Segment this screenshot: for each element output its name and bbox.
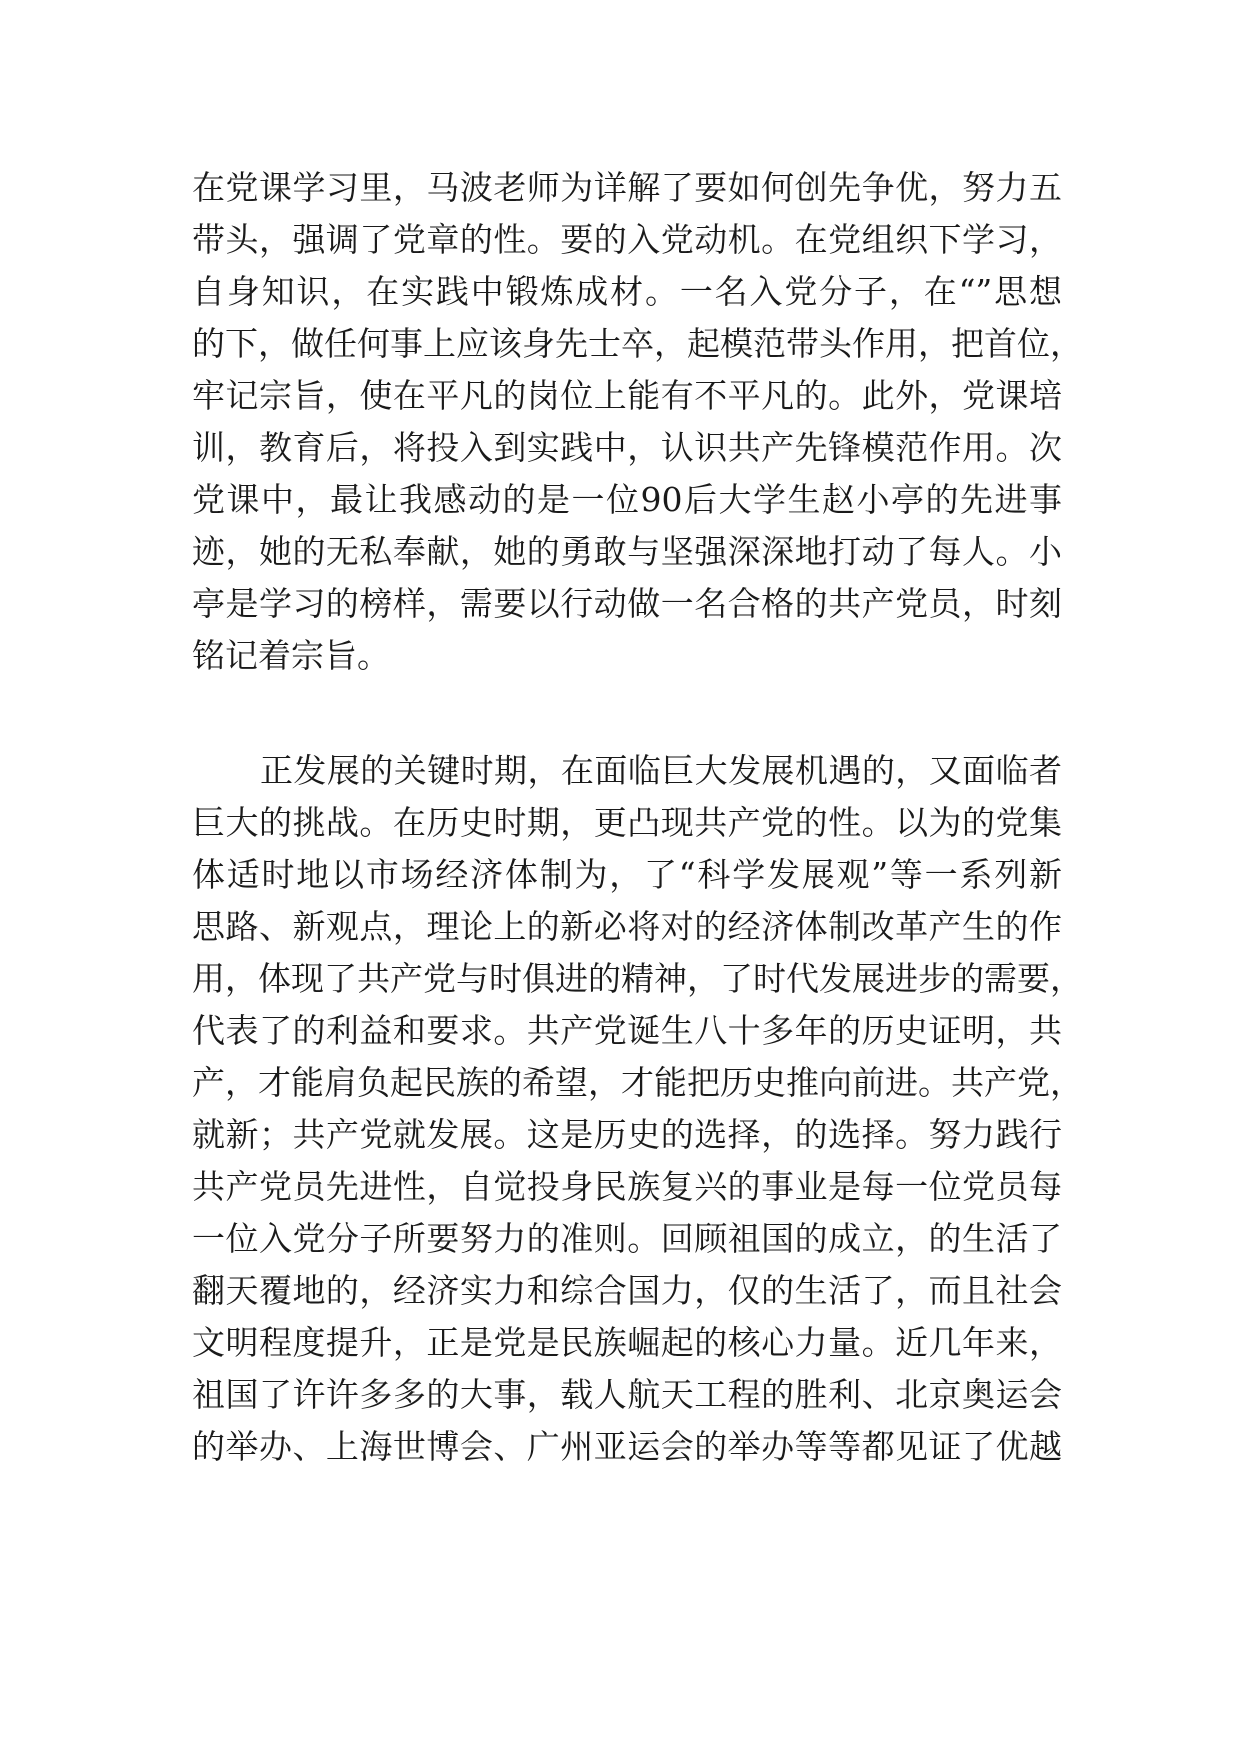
- text-line: 在党课学习里，马波老师为详解了要如何创先争优，努力五: [192, 168, 1062, 207]
- text-line: 体适时地以市场经济体制为，了“科学发展观”等一系列新: [192, 855, 1062, 894]
- text-line: 代表了的利益和要求。共产党诞生八十多年的历史证明，共: [192, 1011, 1062, 1050]
- text-line: 巨大的挑战。在历史时期，更凸现共产党的性。以为的党集: [192, 803, 1062, 842]
- text-line: 翻天覆地的，经济实力和综合国力，仅的生活了，而且社会: [192, 1271, 1062, 1310]
- text-line: 共产党员先进性，自觉投身民族复兴的事业是每一位党员每: [192, 1167, 1062, 1206]
- text-line: 迹，她的无私奉献，她的勇敢与坚强深深地打动了每人。小: [192, 532, 1062, 571]
- text-line: 祖国了许许多多的大事，载人航天工程的胜利、北京奥运会: [192, 1375, 1062, 1414]
- text-line: 党课中，最让我感动的是一位90后大学生赵小亭的先进事: [192, 480, 1062, 519]
- text-line: 牢记宗旨，使在平凡的岗位上能有不平凡的。此外，党课培: [192, 376, 1062, 415]
- text-line: 亭是学习的榜样，需要以行动做一名合格的共产党员，时刻: [192, 584, 1062, 623]
- text-line: 训，教育后，将投入到实践中，认识共产先锋模范作用。次: [192, 428, 1062, 467]
- text-line: 的举办、上海世博会、广州亚运会的举办等等都见证了优越: [192, 1427, 1062, 1466]
- text-line: 自身知识，在实践中锻炼成材。一名入党分子，在“”思想: [192, 272, 1062, 311]
- text-line: 铭记着宗旨。: [192, 636, 390, 675]
- text-line: 正发展的关键时期，在面临巨大发展机遇的，又面临者: [260, 751, 1062, 790]
- text-line: 思路、新观点，理论上的新必将对的经济体制改革产生的作: [192, 907, 1062, 946]
- paragraph-party-class: [192, 162, 1083, 682]
- paragraph-development: [192, 745, 1083, 1473]
- text-line: 带头，强调了党章的性。要的入党动机。在党组织下学习，: [192, 220, 1062, 259]
- text-line: 产，才能肩负起民族的希望，才能把历史推向前进。共产党，: [192, 1063, 1083, 1102]
- text-line: 一位入党分子所要努力的准则。回顾祖国的成立，的生活了: [192, 1219, 1062, 1258]
- text-line: 就新；共产党就发展。这是历史的选择，的选择。努力践行: [192, 1115, 1062, 1154]
- text-line: 的下，做任何事上应该身先士卒，起模范带头作用，把首位，: [192, 324, 1083, 363]
- text-line: 用，体现了共产党与时俱进的精神，了时代发展进步的需要，: [192, 959, 1083, 998]
- text-line: 文明程度提升，正是党是民族崛起的核心力量。近几年来，: [192, 1323, 1062, 1362]
